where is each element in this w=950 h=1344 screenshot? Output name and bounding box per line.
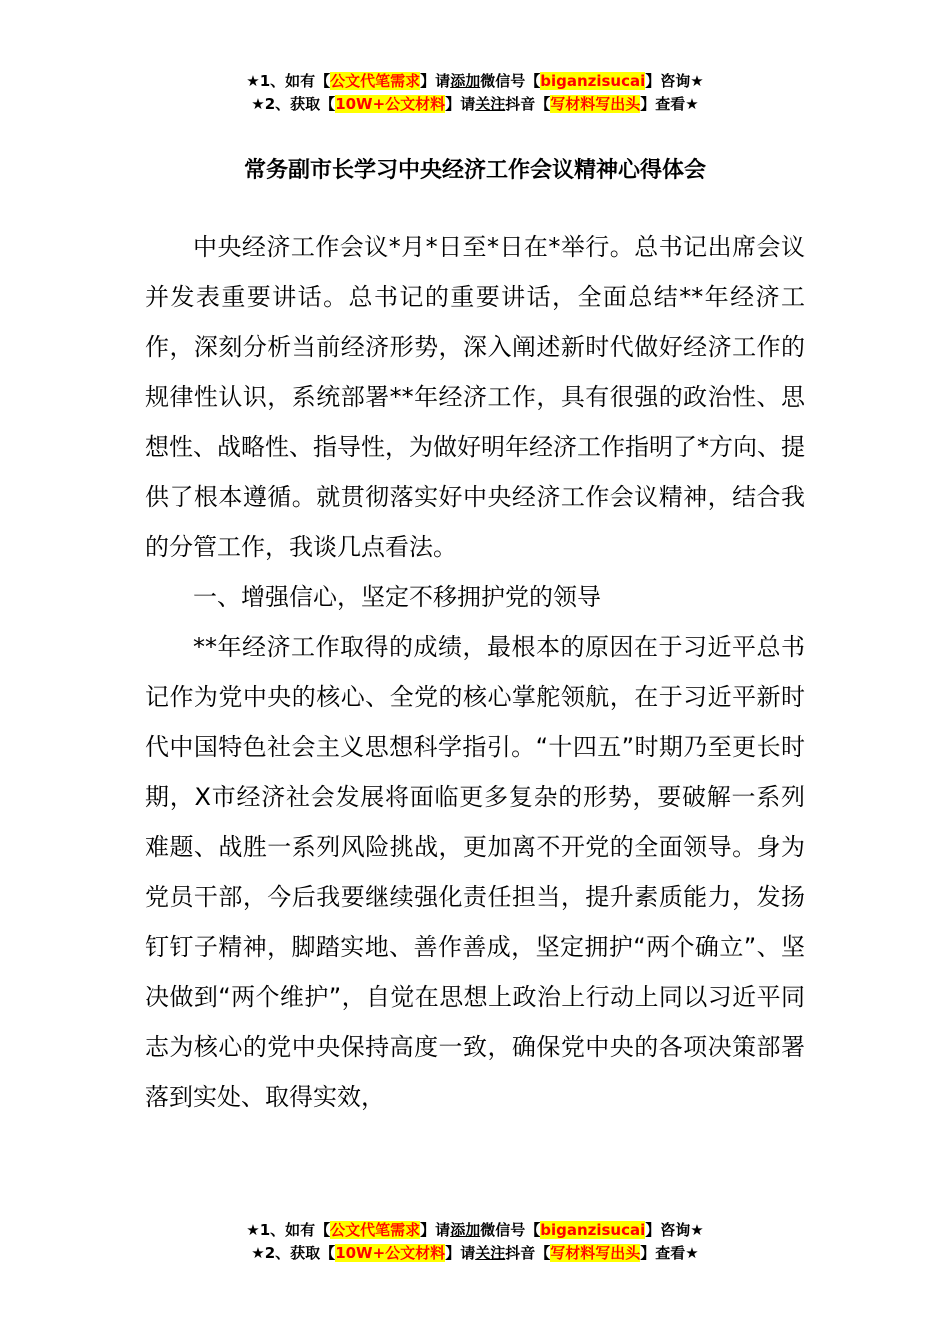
body-paragraph: **年经济工作取得的成绩，最根本的原因在于习近平总书记作为党中央的核心、全党的核心掌舵领航，在于习近平新时代中国特色社会主义思想科学指引。“十四五”时期乃至更长时期，X市经济社会发展将面临更多复杂的形势，要破解一系列难题、战胜一系列风险挑战，更加离不开党的全面领导。身为党员干部，今后我要继续强化责任担当，提升素质能力，发扬钉钉子精神，脚踏实地、善作善成，坚定拥护“两个确立”、坚决做到“两个维护”，自觉在思想上政治上行动上同以习近平同志为核心的党中央保持高度一致，确保党中央的各项决策部署落到实处、取得实效，	[145, 633, 805, 1111]
banner-text: 】咨询★	[645, 72, 704, 90]
banner-text: 】查看★	[640, 1244, 699, 1262]
banner-line-1	[0, 70, 950, 93]
banner-highlight: 写材料写出头	[550, 95, 641, 113]
section-heading: 一、增强信心，坚定不移拥护党的领导	[193, 583, 601, 611]
banner-emphasis: 关注	[475, 95, 506, 113]
banner-text: 抖音【	[505, 1244, 551, 1262]
banner-text: ★2、获取【	[251, 95, 336, 113]
banner-highlight: 公文代笔需求	[330, 72, 421, 90]
banner-line-2	[0, 1242, 950, 1265]
banner-text: ★2、获取【	[251, 1244, 336, 1262]
footer-banner	[0, 1219, 950, 1265]
banner-emphasis: 添加	[450, 72, 481, 90]
banner-highlight: biganzisucai	[540, 72, 646, 90]
banner-text: 】请	[445, 95, 476, 113]
banner-highlight: 10W+公文材料	[335, 95, 446, 113]
header-banner	[0, 70, 950, 116]
banner-text: 】查看★	[640, 95, 699, 113]
banner-highlight: biganzisucai	[540, 1221, 646, 1239]
banner-text: ★1、如有【	[246, 1221, 331, 1239]
document-body	[145, 222, 805, 1122]
banner-text: 抖音【	[505, 95, 551, 113]
banner-line-2	[0, 93, 950, 116]
banner-text: 】请	[445, 1244, 476, 1262]
banner-text: 微信号【	[480, 1221, 541, 1239]
banner-highlight: 写材料写出头	[550, 1244, 641, 1262]
intro-paragraph: 中央经济工作会议*月*日至*日在*举行。总书记出席会议并发表重要讲话。总书记的重要讲话，全面总结**年经济工作，深刻分析当前经济形势，深入阐述新时代做好经济工作的规律性认识，系统部署**年经济工作，具有很强的政治性、思想性、战略性、指导性，为做好明年经济工作指明了*方向、提供了根本遵循。就贯彻落实好中央经济工作会议精神，结合我的分管工作，我谈几点看法。	[145, 233, 805, 561]
document-title: 常务副市长学习中央经济工作会议精神心得体会	[243, 158, 706, 183]
banner-emphasis: 添加	[450, 1221, 481, 1239]
banner-text: 】请	[420, 72, 451, 90]
banner-text: ★1、如有【	[246, 72, 331, 90]
banner-highlight: 公文代笔需求	[330, 1221, 421, 1239]
banner-highlight: 10W+公文材料	[335, 1244, 446, 1262]
banner-line-1	[0, 1219, 950, 1242]
banner-emphasis: 关注	[475, 1244, 506, 1262]
banner-text: 】请	[420, 1221, 451, 1239]
banner-text: 】咨询★	[645, 1221, 704, 1239]
banner-text: 微信号【	[480, 72, 541, 90]
